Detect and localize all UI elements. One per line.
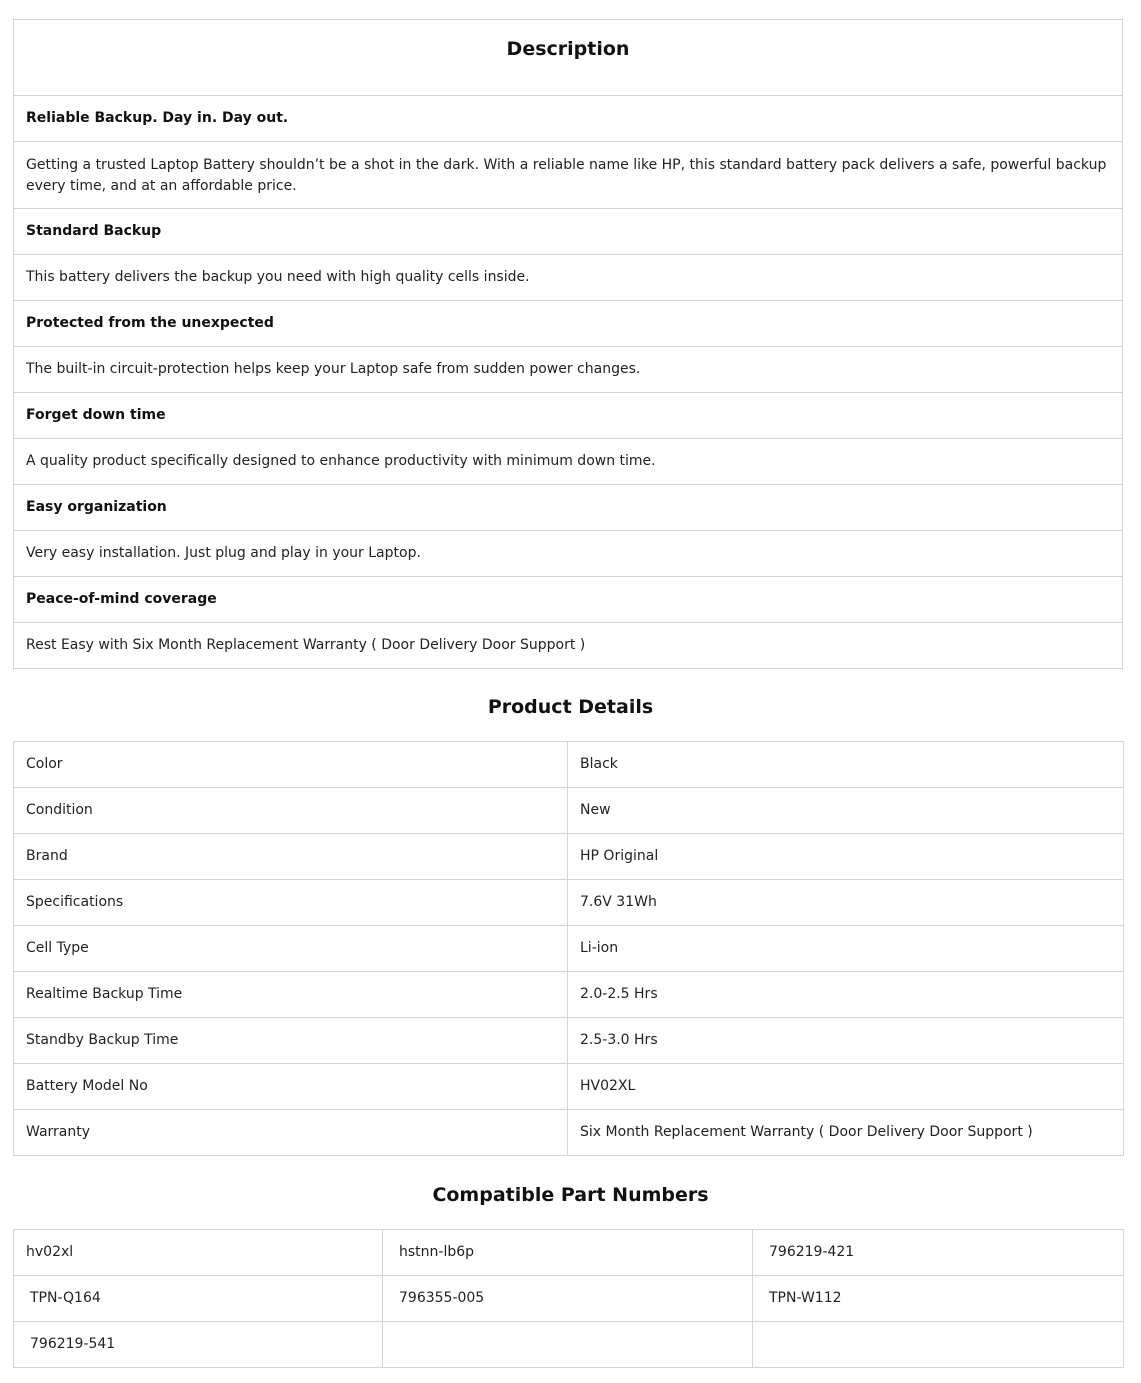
table-row (14, 1018, 1124, 1064)
description-text: This battery delivers the backup you need with high quality cells inside. (14, 255, 1123, 301)
detail-label: Battery Model No (14, 1064, 568, 1110)
detail-label: Warranty (14, 1110, 568, 1156)
table-row (14, 1322, 1124, 1368)
description-row (14, 531, 1123, 577)
description-row (14, 255, 1123, 301)
table-row (14, 834, 1124, 880)
detail-label: Cell Type (14, 926, 568, 972)
description-header-row (14, 20, 1123, 96)
description-heading: Easy organization (14, 485, 1123, 531)
table-row (14, 788, 1124, 834)
detail-label: Condition (14, 788, 568, 834)
product-details-title: Product Details (487, 696, 654, 718)
detail-value: HP Original (568, 834, 1124, 880)
table-row (14, 926, 1124, 972)
detail-value: 2.5-3.0 Hrs (568, 1018, 1124, 1064)
description-row (14, 347, 1123, 393)
part-number-cell: hv02xl (14, 1230, 383, 1276)
detail-value: HV02XL (568, 1064, 1124, 1110)
detail-value: Li-ion (568, 926, 1124, 972)
detail-label: Specifications (14, 880, 568, 926)
table-row (14, 1230, 1124, 1276)
table-row (14, 880, 1124, 926)
description-title: Description (14, 20, 1123, 96)
description-table (13, 19, 1123, 669)
detail-value: New (568, 788, 1124, 834)
table-row (14, 1110, 1124, 1156)
table-row (14, 742, 1124, 788)
detail-value: Six Month Replacement Warranty ( Door Delivery Door Support ) (568, 1110, 1124, 1156)
description-heading: Reliable Backup. Day in. Day out. (14, 96, 1123, 142)
description-text: A quality product specifically designed to enhance productivity with minimum down time. (14, 439, 1123, 485)
description-row (14, 439, 1123, 485)
compatible-parts-table (13, 1229, 1124, 1368)
part-number-cell: TPN-Q164 (14, 1276, 383, 1322)
description-heading: Standard Backup (14, 209, 1123, 255)
description-row (14, 301, 1123, 347)
description-row (14, 96, 1123, 142)
compatible-parts-title: Compatible Part Numbers (432, 1184, 709, 1206)
description-text: Rest Easy with Six Month Replacement Warranty ( Door Delivery Door Support ) (14, 623, 1123, 669)
detail-label: Color (14, 742, 568, 788)
description-heading: Peace-of-mind coverage (14, 577, 1123, 623)
part-number-cell: 796219-421 (753, 1230, 1124, 1276)
part-number-cell: 796355-005 (383, 1276, 753, 1322)
part-number-cell (383, 1322, 753, 1368)
detail-label: Standby Backup Time (14, 1018, 568, 1064)
detail-label: Brand (14, 834, 568, 880)
detail-label: Realtime Backup Time (14, 972, 568, 1018)
description-text: Getting a trusted Laptop Battery shouldn’t be a shot in the dark. With a reliable name like HP, this standard battery pack delivers a safe, powerful backup every time, and at an affordable price. (14, 142, 1123, 209)
description-row (14, 485, 1123, 531)
description-row (14, 623, 1123, 669)
detail-value: 2.0-2.5 Hrs (568, 972, 1124, 1018)
description-row (14, 577, 1123, 623)
description-heading: Protected from the unexpected (14, 301, 1123, 347)
description-row (14, 393, 1123, 439)
part-number-cell: hstnn-lb6p (383, 1230, 753, 1276)
part-number-cell: TPN-W112 (753, 1276, 1124, 1322)
description-text: Very easy installation. Just plug and play in your Laptop. (14, 531, 1123, 577)
table-row (14, 1276, 1124, 1322)
part-number-cell: 796219-541 (14, 1322, 383, 1368)
part-number-cell (753, 1322, 1124, 1368)
description-heading: Forget down time (14, 393, 1123, 439)
product-details-table (13, 741, 1124, 1156)
description-text: The built-in circuit-protection helps keep your Laptop safe from sudden power changes. (14, 347, 1123, 393)
description-row (14, 142, 1123, 209)
table-row (14, 972, 1124, 1018)
detail-value: Black (568, 742, 1124, 788)
detail-value: 7.6V 31Wh (568, 880, 1124, 926)
description-row (14, 209, 1123, 255)
table-row (14, 1064, 1124, 1110)
